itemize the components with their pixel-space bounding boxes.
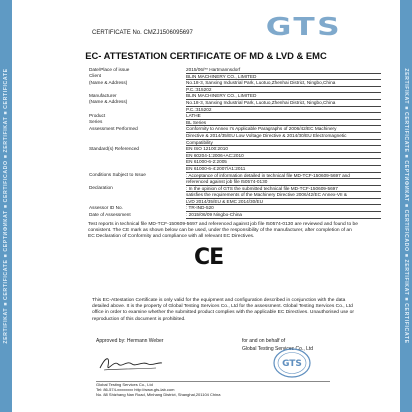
field-row [89,132,381,139]
gts-seal [272,347,312,379]
field-label: Declaration [89,185,113,191]
field-value: No.18-3, Sanxing Industrial Park, Luotuo,Zhenhai District, Ningbo,China [186,80,381,87]
right-border-band [400,0,412,412]
field-row [89,179,381,186]
field-row [89,165,381,172]
field-row [89,172,381,179]
field-label: Manufacturer [89,92,117,98]
field-label: Assessor ID No. [89,204,123,210]
field-value: : TR-IND-520 [186,205,381,212]
test-report-paragraph: Test reports in technical file MD-TCF-150609-5697 and referenced against job file I50574-0130 are reviewed and found to be consistent. The CE mark as shown below can be used, under the responsibility of the manufacturer, after completion of an EC Declaration of Conformity and compliance with all relevant EC Directives. [88,222,358,240]
field-label [89,192,186,199]
field-row [89,192,381,199]
field-row [89,106,381,113]
field-value: : In the opinion of GTS the submitted technical file MD-TCF-150609-5697 [186,185,381,192]
certificate-title: EC- ATTESTATION CERTIFICATE OF MD & LVD & EMC [85,50,327,61]
field-value: EN 61000-6-4:2007/A1:2011 [186,165,381,172]
field-label: Standard(s) Referenced [89,145,140,151]
field-value: BL Series [186,119,381,126]
footer-line: Global Testing Services Co., Ltd [96,382,153,387]
field-value: EN ISO 12100:2010 [186,146,381,153]
field-row [89,139,381,146]
field-label: Product [89,112,106,118]
field-row [89,73,381,80]
field-label: (Name & Address) [89,99,128,105]
field-label: Series [89,119,103,125]
field-row [89,93,381,100]
field-value: LVD 2014/35/EU & EMC 2014/30/EU [186,198,381,205]
field-value: Directive & 2014/35/EU Low Voltage Directive & 2014/30/EU Electromagnetic [186,132,381,139]
certificate-body [12,0,400,412]
field-label [89,165,186,172]
field-label [89,106,186,113]
field-value: : Acceptance of information detailed in technical file MD-TCF-150609-5697 and [186,172,381,179]
field-label [89,86,186,93]
field-value: EN 61000-6-2:2005 [186,159,381,166]
footer-line: No. 88 Shizhang Nan Road, Minhang District, Shanghai,201104 China [96,392,221,398]
field-row [89,86,381,93]
field-row [89,80,381,87]
field-label [89,159,186,166]
field-row [89,126,381,133]
field-value: satisfies the requirements of the Machinery Directive 2006/42/EC Annex-VII & [186,192,381,199]
handwritten-signature [96,352,166,376]
field-row [89,212,381,219]
field-label [89,179,186,186]
field-row [89,185,381,192]
field-label: Date of Assessment [89,211,131,217]
field-label [89,132,186,139]
field-label: (Name & Address) [89,79,128,85]
field-row [89,205,381,212]
field-value: No.18-3, Sanxing Industrial Park, Luotuo,Zhenhai District, Ningbo,China [186,99,381,106]
field-row [89,119,381,126]
field-value: 2015/06/** Hartmannsdorf [186,67,381,73]
validity-paragraph: This EC-Attestation Certificate is only valid for the equipment and configuration described in conjunction with the data detailed above. It is the property of Global Testing Services Co., Ltd for the assessment. Global Testing Services Co., Ltd office in order to examine whether the submitted product complies with the applicable EC Directives. Unauthorised use or reproduction of this document is prohibited. [92,298,354,322]
approved-by: Approved by: Hermann Weber [96,338,164,344]
field-row [89,152,381,159]
field-label: Date/Place of issue [89,67,130,72]
field-row [89,159,381,166]
footer-line: Tel: 86-574-xxxxxxxx http://www.gts-lab.com [96,387,175,393]
left-border-band [0,0,12,412]
field-value: BLIN MACHINERY CO., LIMITED [186,73,381,80]
field-label [89,198,186,205]
ce-mark: CE [194,245,224,270]
certificate-fields [89,67,381,219]
field-label: Client [89,73,101,79]
company-name: Global Testing Services Co., Ltd [242,346,314,352]
field-label: Assessment Performed [89,125,138,131]
field-value: Conformity to Annex I's Applicable Paragraphs of 2006/42/EC Machinery [186,126,381,133]
field-value: EN 60204-1:2006+AC:2010 [186,152,381,159]
footer-address [96,382,220,398]
field-row [89,113,381,120]
right-border-text: ZERTIFIKAT ■ CERTIFICATE ■ СЕРТИФИКАТ ■ CERTIFICADO ■ ZERTIFIKAT ■ CERTIFICATE [403,68,409,344]
field-row [89,99,381,106]
field-value: referenced against job file I50574-0130 [186,179,381,186]
field-row [89,146,381,153]
field-label [89,152,186,159]
field-value: P.C.:315202 [186,106,381,113]
field-label: Conditions Subject to Issue [89,172,146,177]
on-behalf-label: for and on behalf of [242,338,286,344]
left-border-text: ZERTIFIKAT ■ CERTIFICATE ■ СЕРТИФИКАТ ■ CERTIFICADO ■ ZERTIFIKAT ■ CERTIFICATE [3,68,9,344]
field-value: BLIN MACHINERY CO., LIMITED [186,93,381,100]
field-value: P.C.:315202 [186,86,381,93]
field-value: Compatibility [186,139,381,146]
svg-text:GTS: GTS [282,359,302,369]
field-value: LATHE [186,113,381,120]
gts-logo: GTS [265,12,342,41]
certificate-number: CERTIFICATE No. CMZJ1506095697 [92,30,193,36]
field-label [89,139,186,146]
field-row [89,198,381,205]
field-value: : 2015/06/09 Ningbo-China [186,212,381,219]
